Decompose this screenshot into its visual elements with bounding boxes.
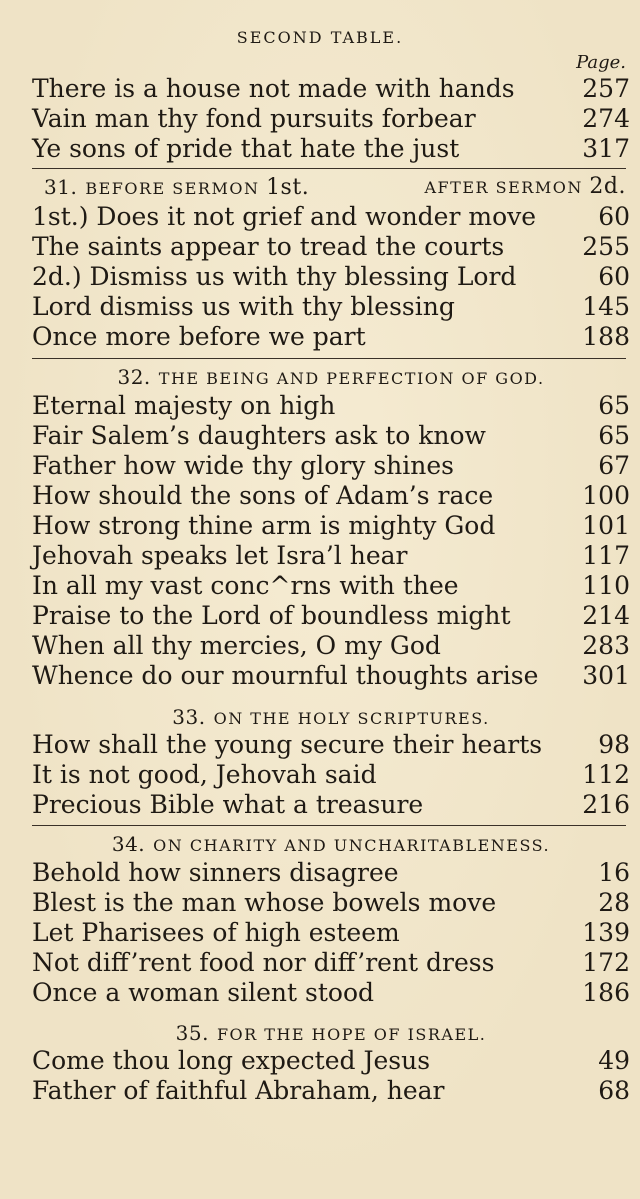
index-row (32, 134, 630, 164)
index-row (32, 421, 630, 451)
hymn-first-line: Blest is the man whose bowels move (32, 888, 497, 917)
page-number: 216 (582, 790, 630, 819)
page-number: 255 (582, 232, 630, 261)
section-divider (32, 358, 626, 359)
index-row (32, 601, 630, 631)
heading-text: FOR THE HOPE OF ISRAEL. (216, 1025, 487, 1044)
hymn-first-line: There is a house not made with hands (32, 74, 515, 103)
page-number: 60 (598, 262, 630, 291)
hymn-first-line: Precious Bible what a treasure (32, 790, 424, 819)
heading-ordinal: 1st. (266, 175, 310, 200)
section-heading-34 (32, 829, 630, 859)
index-row (32, 391, 630, 421)
section-heading-32 (32, 362, 630, 392)
section-number: 33. (172, 705, 206, 729)
page-number: 68 (598, 1076, 630, 1105)
index-row (32, 202, 630, 232)
heading-text: ON CHARITY AND UNCHARITABLENESS. (153, 836, 551, 855)
hymn-first-line: Vain man thy fond pursuits forbear (32, 104, 476, 133)
page-number: 110 (582, 571, 630, 600)
page-number: 60 (598, 202, 630, 231)
section-number: 34. (111, 832, 146, 856)
section-divider (32, 168, 626, 169)
section-heading-right (425, 172, 627, 202)
hymn-first-line: Praise to the Lord of boundless might (32, 601, 511, 630)
index-row (32, 571, 630, 601)
hymn-first-line: When all thy mercies, O my God (32, 631, 441, 660)
page-number: 16 (598, 858, 630, 887)
page-number: 65 (598, 391, 630, 420)
page-number: 317 (582, 134, 630, 163)
index-row (32, 511, 630, 541)
page-number: 172 (582, 948, 630, 977)
page-number: 274 (582, 104, 630, 133)
page-number: 145 (582, 292, 630, 321)
index-row (32, 730, 630, 760)
hymn-first-line: The saints appear to tread the courts (32, 232, 505, 261)
index-row (32, 481, 630, 511)
page-number: 49 (598, 1046, 630, 1075)
section-number: 32. (117, 365, 151, 389)
heading-ordinal: 2d. (589, 174, 626, 199)
section-heading-33 (32, 702, 630, 732)
hymn-first-line: Father how wide thy glory shines (32, 451, 454, 480)
page-number: 100 (582, 481, 630, 510)
hymn-first-line: Come thou long expected Jesus (32, 1046, 431, 1075)
page-number: 257 (582, 74, 630, 103)
index-row (32, 1046, 630, 1076)
page-number: 117 (582, 541, 630, 570)
index-row (32, 104, 630, 134)
hymn-first-line: Ye sons of pride that hate the just (32, 134, 460, 163)
index-row (32, 790, 630, 820)
page-number: 67 (598, 451, 630, 480)
section-heading-35 (32, 1018, 630, 1048)
hymn-first-line: How shall the young secure their hearts (32, 730, 543, 759)
page-number: 112 (582, 760, 630, 789)
index-row (32, 661, 630, 691)
section-number: 31. (44, 175, 78, 199)
page-number: 101 (582, 511, 630, 540)
index-row (32, 74, 630, 104)
hymn-first-line: How should the sons of Adam’s race (32, 481, 494, 510)
hymn-first-line: Not diff’rent food nor diff’rent dress (32, 948, 495, 977)
index-row (32, 631, 630, 661)
index-row (32, 262, 630, 292)
index-row (32, 948, 630, 978)
hymn-first-line: Let Pharisees of high esteem (32, 918, 400, 947)
heading-text: ON THE HOLY SCRIPTURES. (213, 709, 490, 728)
index-row (32, 978, 630, 1008)
page-number: 98 (598, 730, 630, 759)
page-number: 28 (598, 888, 630, 917)
page-number: 186 (582, 978, 630, 1007)
section-number: 35. (175, 1021, 209, 1045)
hymn-first-line: Eternal majesty on high (32, 391, 336, 420)
page-number: 188 (582, 322, 630, 351)
page-number: 214 (582, 601, 630, 630)
index-row (32, 322, 630, 352)
hymn-first-line: How strong thine arm is mighty God (32, 511, 496, 540)
page-number: 139 (582, 918, 630, 947)
hymn-first-line: Once a woman silent stood (32, 978, 374, 1007)
section-heading-31 (44, 172, 626, 202)
index-row (32, 232, 630, 262)
hymn-first-line: In all my vast conc^rns with thee (32, 571, 459, 600)
hymn-first-line: Fair Salem’s daughters ask to know (32, 421, 486, 450)
heading-text: THE BEING AND PERFECTION OF GOD. (158, 369, 545, 388)
index-row (32, 888, 630, 918)
section-heading-left (44, 172, 309, 202)
hymn-first-line: Jehovah speaks let Isra’l hear (32, 541, 408, 570)
hymn-first-line: 2d.) Dismiss us with thy blessing Lord (32, 262, 517, 291)
hymn-first-line: Behold how sinners disagree (32, 858, 399, 887)
heading-text: AFTER SERMON (424, 178, 590, 197)
hymn-first-line: It is not good, Jehovah said (32, 760, 377, 789)
index-row (32, 451, 630, 481)
index-row (32, 292, 630, 322)
hymn-first-line: Father of faithful Abraham, hear (32, 1076, 445, 1105)
page-title: SECOND TABLE. (236, 28, 404, 47)
heading-text: BEFORE SERMON (85, 179, 267, 198)
hymn-first-line: 1st.) Does it not grief and wonder move (32, 202, 537, 231)
page-number: 301 (582, 661, 630, 690)
page-number: 283 (582, 631, 630, 660)
page-number: 65 (598, 421, 630, 450)
hymn-first-line: Once more before we part (32, 322, 366, 351)
index-row (32, 858, 630, 888)
index-row (32, 760, 630, 790)
index-row (32, 541, 630, 571)
section-divider (32, 825, 626, 826)
index-row (32, 1076, 630, 1106)
page-column-label: Page. (576, 52, 626, 73)
hymn-first-line: Whence do our mournful thoughts arise (32, 661, 539, 690)
index-row (32, 918, 630, 948)
hymn-first-line: Lord dismiss us with thy blessing (32, 292, 455, 321)
